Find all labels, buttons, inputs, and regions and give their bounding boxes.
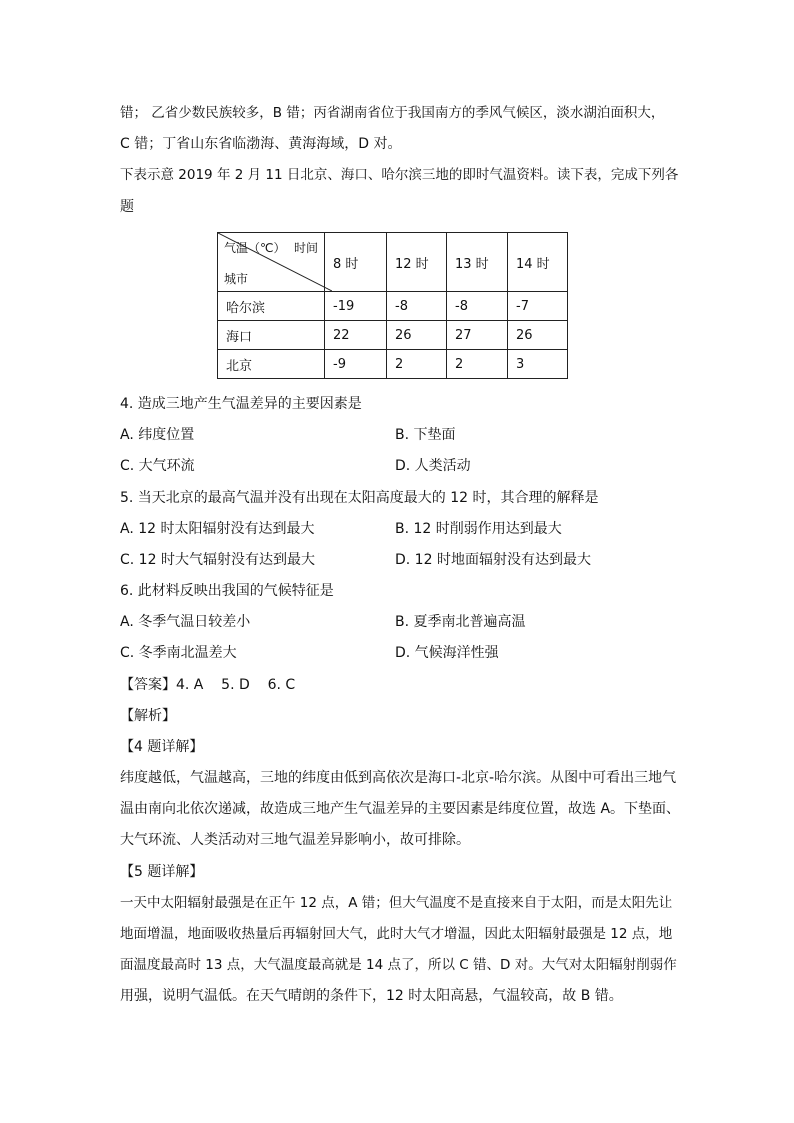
table-cell: -19 [325, 292, 387, 321]
table-cell: -9 [325, 350, 387, 379]
table-cell: 2 [387, 350, 447, 379]
question-6-stem: 6. 此材料反映出我国的气候特征是 [120, 583, 334, 599]
analysis-heading: 【解析】 [120, 708, 176, 724]
table-header-cell: 8 时 [325, 233, 387, 292]
detail-5-line: 地面增温，地面吸收热量后再辐射回大气，此时大气才增温，因此太阳辐射最强是 12 点，地 [120, 926, 673, 942]
table-header-cell: 13 时 [447, 233, 508, 292]
table-cell: 26 [387, 321, 447, 350]
table-cell: -7 [508, 292, 568, 321]
table-cell: 22 [325, 321, 387, 350]
question-5-stem: 5. 当天北京的最高气温并没有出现在太阳高度最大的 12 时，其合理的解释是 [120, 490, 599, 506]
table-cell: -8 [387, 292, 447, 321]
table-row [218, 292, 568, 321]
detail-5-line: 一天中太阳辐射最强是在正午 12 点，A 错；但大气温度不是直接来自于太阳，而是太阳先让 [120, 895, 673, 911]
table-city-cell: 北京 [218, 350, 325, 379]
detail-4-line: 温由南向北依次递减，故造成三地产生气温差异的主要因素是纬度位置，故选 A。下垫面、 [120, 801, 681, 817]
table-cell: 26 [508, 321, 568, 350]
table-row [218, 350, 568, 379]
question-4-stem: 4. 造成三地产生气温差异的主要因素是 [120, 396, 362, 412]
question-5-option-a: A. 12 时太阳辐射没有达到最大 [120, 521, 315, 537]
table-header-row [218, 233, 568, 292]
detail-5-heading: 【5 题详解】 [120, 864, 204, 880]
question-4-option-b: B. 下垫面 [395, 427, 456, 443]
corner-time-label: 时间 [293, 241, 318, 255]
question-6-option-b: B. 夏季南北普遍高温 [395, 614, 526, 630]
table-header-cell: 12 时 [387, 233, 447, 292]
question-6-option-d: D. 气候海洋性强 [395, 645, 499, 661]
answer-line: 【答案】4. A 5. D 6. C [120, 677, 296, 693]
table-header-cell: 14 时 [508, 233, 568, 292]
table-city-cell: 海口 [218, 321, 325, 350]
question-4-option-d: D. 人类活动 [395, 458, 471, 474]
question-6-option-a: A. 冬季气温日较差小 [120, 614, 251, 630]
detail-5-line: 用强，说明气温低。在天气晴朗的条件下，12 时太阳高悬，气温较高，故 B 错。 [120, 988, 623, 1004]
table-corner-cell [218, 233, 325, 292]
intro-line-1: 错； 乙省少数民族较多，B 错；丙省湖南省位于我国南方的季风气候区，淡水湖泊面积大， [120, 105, 665, 121]
table-cell: 27 [447, 321, 508, 350]
intro-line-4: 题 [120, 199, 134, 215]
question-4-option-c: C. 大气环流 [120, 458, 195, 474]
table-row [218, 321, 568, 350]
table-cell: -8 [447, 292, 508, 321]
detail-4-line: 纬度越低，气温越高，三地的纬度由低到高依次是海口-北京-哈尔滨。从图中可看出三地气 [120, 770, 677, 786]
intro-line-3: 下表示意 2019 年 2 月 11 日北京、海口、哈尔滨三地的即时气温资料。读下表，完成下列各 [120, 167, 679, 183]
detail-5-line: 面温度最高时 13 点，大气温度最高就是 14 点了，所以 C 错、D 对。大气对太阳辐射削弱作 [120, 957, 677, 973]
corner-city-label: 城市 [224, 272, 249, 286]
corner-temperature-label: 气温（℃） [224, 241, 286, 255]
temperature-table [217, 232, 568, 379]
question-6-option-c: C. 冬季南北温差大 [120, 645, 237, 661]
question-5-option-c: C. 12 时大气辐射没有达到最大 [120, 552, 315, 568]
table-cell: 3 [508, 350, 568, 379]
question-5-option-b: B. 12 时削弱作用达到最大 [395, 521, 562, 537]
table-city-cell: 哈尔滨 [218, 292, 325, 321]
detail-4-heading: 【4 题详解】 [120, 739, 204, 755]
question-4-option-a: A. 纬度位置 [120, 427, 195, 443]
intro-line-2: C 错；丁省山东省临渤海、黄海海域，D 对。 [120, 136, 402, 152]
question-5-option-d: D. 12 时地面辐射没有达到最大 [395, 552, 591, 568]
detail-4-line: 大气环流、人类活动对三地气温差异影响小，故可排除。 [120, 832, 470, 848]
table-cell: 2 [447, 350, 508, 379]
